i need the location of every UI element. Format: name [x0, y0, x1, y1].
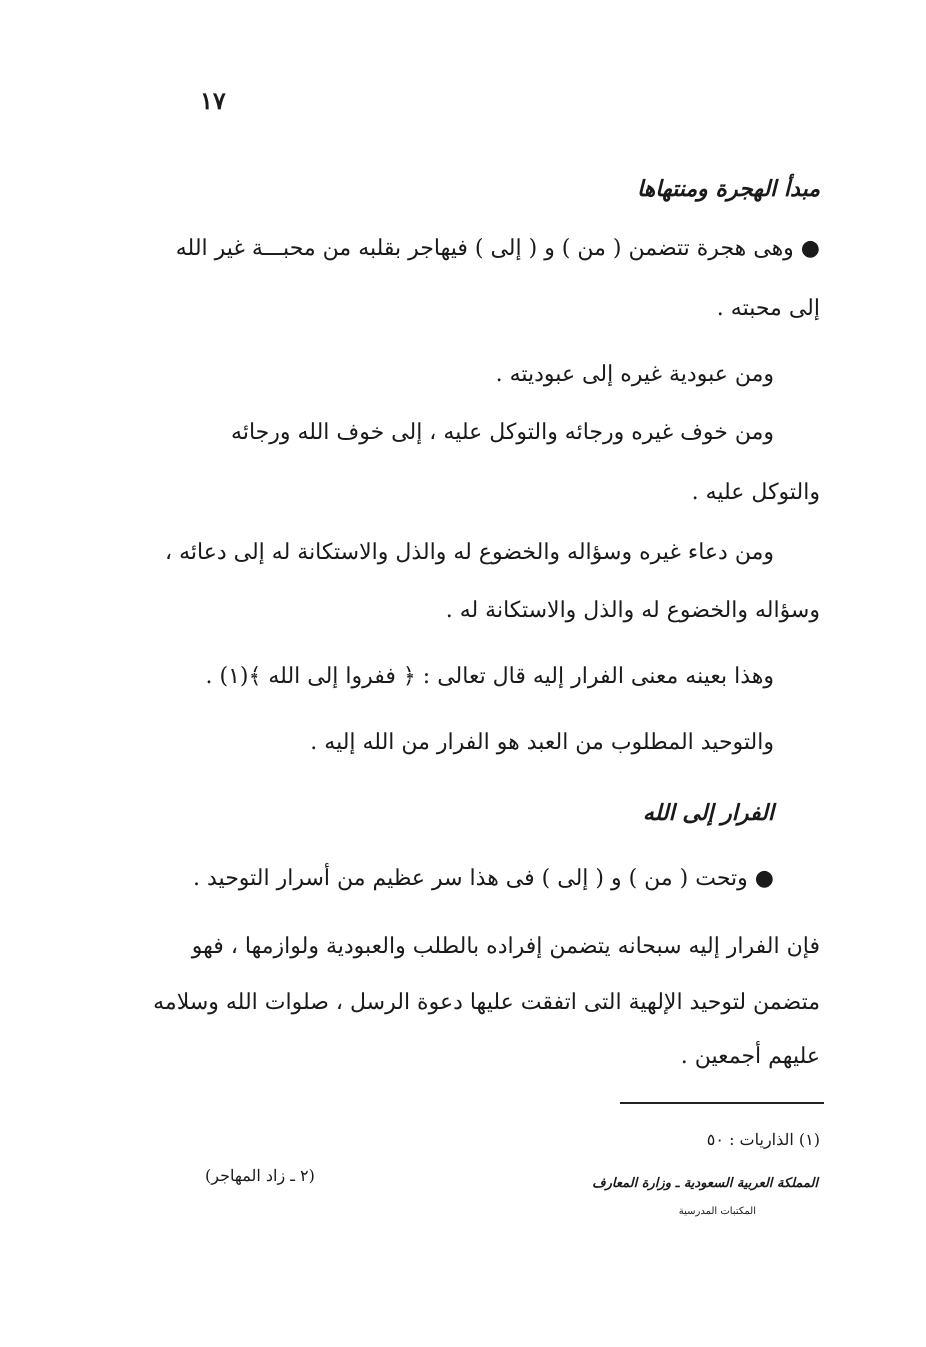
paragraph-line: والتوكل عليه . — [691, 480, 820, 505]
paragraph-line: ● وهى هجرة تتضمن ( من ) و ( إلى ) فيهاجر بقلبه من محبـــة غير الله — [175, 236, 820, 261]
paragraph-line: وسؤاله والخضوع له والذل والاستكانة له . — [445, 598, 820, 623]
stamp-libraries: المكتبات المدرسية — [678, 1206, 756, 1217]
paragraph-line: ● وتحت ( من ) و ( إلى ) فى هذا سر عظيم من أسرار التوحيد . — [193, 866, 774, 891]
footnote: (١) الذاريات : ٥٠ — [706, 1130, 820, 1149]
paragraph-line: إلى محبته . — [716, 296, 820, 321]
signature-label: (٢ ـ زاد المهاجر) — [205, 1166, 315, 1185]
section-heading-firar: الفرار إلى الله — [642, 800, 774, 826]
paragraph-line: وهذا بعينه معنى الفرار إليه قال تعالى : ﴿ ففروا إلى الله ﴾(١) . — [205, 664, 774, 689]
paragraph-line: ومن دعاء غيره وسؤاله والخضوع له والذل والاستكانة له إلى دعائه ، — [165, 540, 774, 565]
page-number: ١٧ — [200, 86, 226, 115]
paragraph-line: والتوحيد المطلوب من العبد هو الفرار من الله إليه . — [310, 730, 774, 755]
paragraph-line: فإن الفرار إليه سبحانه يتضمن إفراده بالطلب والعبودية ولوازمها ، فهو — [191, 934, 820, 959]
stamp-ministry: المملكة العربية السعودية ـ وزارة المعارف — [592, 1176, 818, 1191]
paragraph-line: عليهم أجمعين . — [680, 1044, 820, 1069]
paragraph-line: ومن خوف غيره ورجائه والتوكل عليه ، إلى خوف الله ورجائه — [231, 420, 774, 445]
footnote-divider — [620, 1102, 824, 1104]
paragraph-line: متضمن لتوحيد الإلهية التى اتفقت عليها دعوة الرسل ، صلوات الله وسلامه — [153, 990, 820, 1015]
paragraph-line: ومن عبودية غيره إلى عبوديته . — [495, 362, 774, 387]
section-heading-hijra: مبدأ الهجرة ومنتهاها — [636, 176, 820, 202]
